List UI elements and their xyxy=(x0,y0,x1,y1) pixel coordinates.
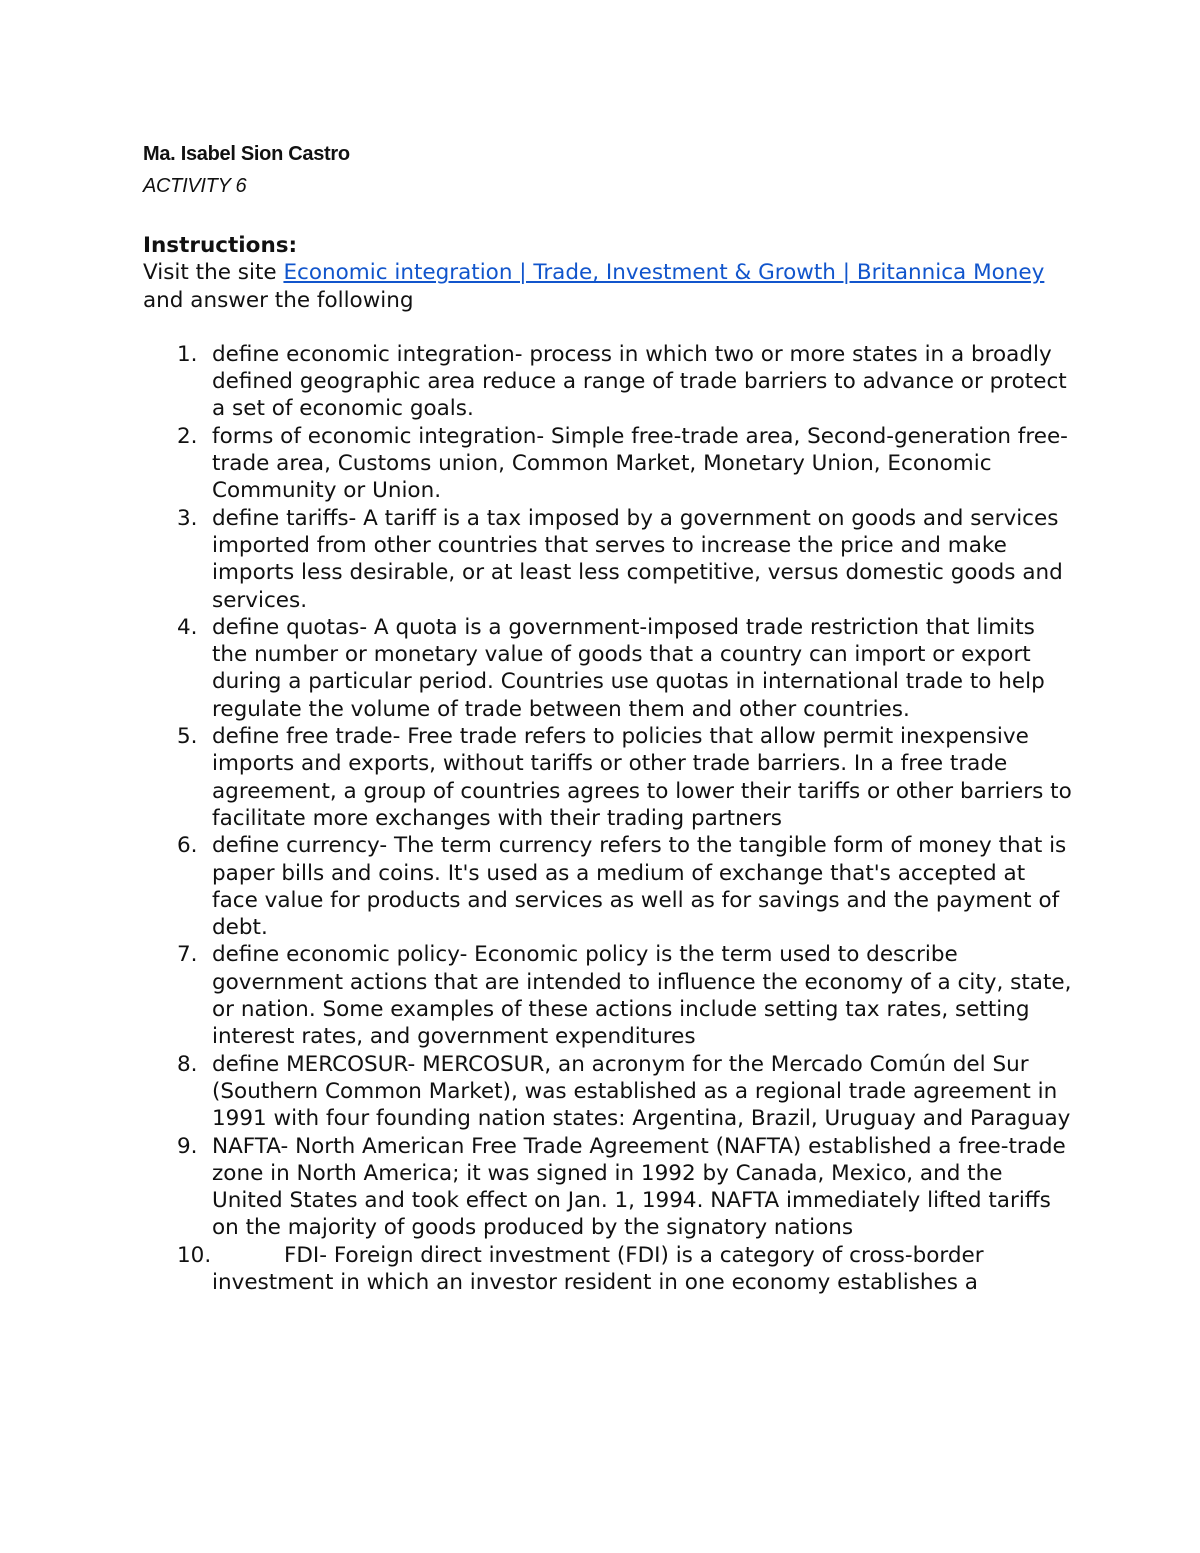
intro-before: Visit the site xyxy=(143,260,284,286)
item-number: 5. xyxy=(177,724,198,750)
intro-after: and answer the following xyxy=(143,287,414,313)
list-item xyxy=(143,423,1073,505)
question-list xyxy=(143,341,1073,1296)
instructions-heading: Instructions: xyxy=(143,233,298,258)
item-text: define quotas- A quota is a government-imposed trade restriction that limits the number or monetary value of goods that a country can import or export during a particular period. Countries use quotas in international trade to help regulate the volume of trade between them and other countries. xyxy=(212,614,1045,722)
item-text: define MERCOSUR- MERCOSUR, an acronym for the Mercado Común del Sur (Southern Common Market), was established as a regional trade agreement in 1991 with four founding nation states: Argentina, Brazil, Uruguay and Paraguay xyxy=(212,1051,1071,1132)
item-number: 3. xyxy=(177,505,198,531)
item-number: 9. xyxy=(177,1133,198,1159)
list-item xyxy=(143,614,1073,723)
activity-title: ACTIVITY 6 xyxy=(143,175,247,197)
document-body xyxy=(143,232,1073,1296)
item-text: define economic policy- Economic policy is the term used to describe government actions that are intended to influence the economy of a city, state, or nation. Some examples of these actions include setting tax rates, setting interest rates, and government expenditures xyxy=(212,942,1072,1050)
instructions-text xyxy=(143,259,1073,314)
item-number: 1. xyxy=(177,341,198,367)
item-text: define currency- The term currency refers to the tangible form of money that is paper bills and coins. It's used as a medium of exchange that's accepted at face value for products and services as well as for savings and the payment of debt. xyxy=(212,833,1067,941)
list-item xyxy=(143,1051,1073,1133)
list-item xyxy=(143,723,1073,832)
item-text: define economic integration- process in which two or more states in a broadly defined geographic area reduce a range of trade barriers to advance or protect a set of economic goals. xyxy=(212,341,1067,422)
item-number: 7. xyxy=(177,942,198,968)
list-item xyxy=(143,341,1073,423)
item-text: define tariffs- A tariff is a tax imposed by a government on goods and services imported from other countries that serves to increase the price and make imports less desirable, or at least less competitive, versus domestic goods and services. xyxy=(212,505,1063,613)
item-number: 8. xyxy=(177,1051,198,1077)
item-number: 2. xyxy=(177,423,198,449)
britannica-link[interactable]: Economic integration | Trade, Investment & Growth | Britannica Money xyxy=(283,260,1045,286)
item-text: NAFTA- North American Free Trade Agreement (NAFTA) established a free-trade zone in North America; it was signed in 1992 by Canada, Mexico, and the United States and took effect on Jan. 1, 1994. NAFTA immediately lifted tariffs on the majority of goods produced by the signatory nations xyxy=(212,1133,1066,1241)
item-text: forms of economic integration- Simple free-trade area, Second-generation free-trade area, Customs union, Common Market, Monetary Union, Economic Community or Union. xyxy=(212,423,1068,504)
item-text: define free trade- Free trade refers to policies that allow permit inexpensive imports and exports, without tariffs or other trade barriers. In a free trade agreement, a group of countries agrees to lower their tariffs or other barriers to facilitate more exchanges with their trading partners xyxy=(212,724,1072,831)
item-number: 4. xyxy=(177,614,198,640)
list-item xyxy=(143,941,1073,1050)
list-item xyxy=(143,1242,1073,1297)
list-item xyxy=(143,505,1073,614)
list-item xyxy=(143,832,1073,941)
item-number: 6. xyxy=(177,833,198,859)
item-number: 10. xyxy=(177,1242,212,1268)
item-text: FDI- Foreign direct investment (FDI) is a category of cross-border investment in which an investor resident in one economy establishes a xyxy=(212,1242,984,1295)
list-item xyxy=(143,1133,1073,1242)
author-name: Ma. Isabel Sion Castro xyxy=(143,143,350,165)
